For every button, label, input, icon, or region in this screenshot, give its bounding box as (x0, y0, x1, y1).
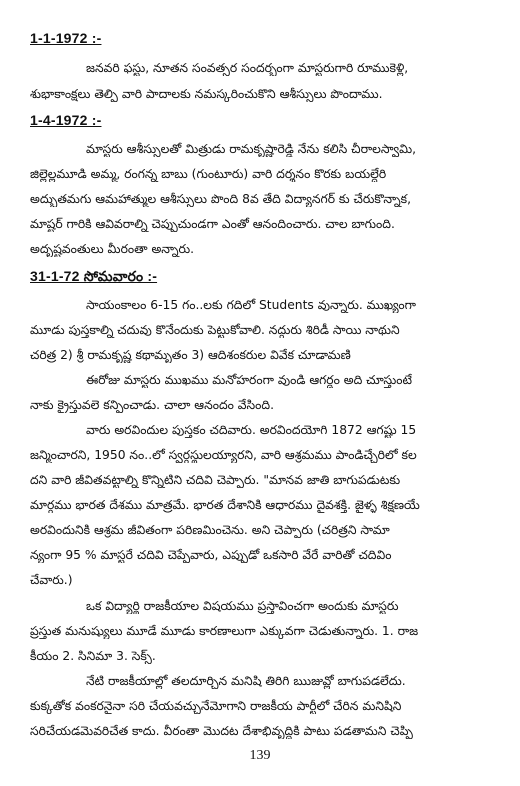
text-line: మార్గము భారత దేశము మాత్రమే. భారత దేశానికి ఆధారము దైవశక్తి. జైళ్ళ శిక్షణయే (30, 498, 420, 512)
text-line: న్యంగా 95 % మాస్టరే చదివి చెప్పేవారు, ఎప్పుడో ఒకసారి వేరే వారితో చదివిం (30, 548, 392, 562)
text-line: సాయంకాలం 6-15 గం..లకు గదిలో Students వున్నారు. ముఖ్యంగా (86, 298, 416, 312)
text-line: నాకు క్రైస్తువలె కన్పించాడు. చాలా ఆనందం వేసింది. (30, 398, 274, 412)
text-line: చరిత్ర 2) శ్రీ రామకృష్ణ కథామృతం 3) ఆదిశంకరుల వివేక చూడామణి (30, 348, 351, 362)
text-line: ఈరోజు మాస్టరు ముఖము మనోహరంగా వుండి ఆగర్డం అది చూస్తుంటే (86, 373, 412, 387)
text-line: శుభాకాంక్షలు తెల్పి వారి పాదాలకు నమస్కరించుకొని ఆశీస్సులు పొందాము. (30, 87, 383, 101)
text-line: చేవారు.) (30, 573, 73, 587)
section-heading-3: 31-1-72 సోమవారం :- (30, 268, 158, 284)
text-line: ఒక విద్యార్థి రాజకీయాల విషయము ప్రస్తావించగా అందుకు మాస్టరు (86, 599, 399, 613)
section-heading-1: 1-1-1972 :- (30, 30, 102, 46)
text-line: కుక్కతోక వంకరనైనా సరి చేయవచ్చునేమోగాని రాజకీయ పార్టీలో చేరిన మనిషిని (30, 699, 402, 713)
text-line: మాస్టరు ఆశీస్సులతో మిత్రుడు రామకృష్ణారెడ్డి నేను కలిసి చీరాలస్వామి, (86, 142, 417, 156)
text-line: ప్రస్తుత మనుష్యులు మూడే మూడు కారణాలుగా ఎక్కువగా చెడుతున్నారు. 1. రాజ (30, 624, 419, 638)
text-line: అరవిందునికి ఆశ్రమ జీవితంగా పరిణమించెను. అని చెప్పారు (చరిత్రని సామా (30, 523, 390, 537)
text-line: కీయం 2. సినిమా 3. సెక్స్. (30, 649, 156, 663)
text-line: దని వారి జీవితవట్టాల్ని కొన్నిటిని చదివి చెప్పారు. "మానవ జాతి బాగుపడుటకు (30, 473, 401, 487)
section-heading-2: 1-4-1972 :- (30, 112, 102, 128)
text-line: జన్మించారని, 1950 నం..లో స్వర్గస్థులయ్యారని, వారి ఆశ్రమము పాండిచ్చేరిలో కల (30, 448, 417, 462)
text-line: వారు అరవిందుల పుస్తకం చదివారు. అరవిందయోగి 1872 ఆగష్టు 15 (86, 423, 417, 437)
text-line: అదృష్టవంతులు మీరంతా అన్నారు. (30, 242, 195, 256)
text-line: జిల్లెల్లమూడి అమ్మ, రంగన్న బాబు (గుంటూరు) వారి దర్శనం కొరకు బయల్దేరి (30, 167, 387, 181)
page-number: 139 (249, 748, 271, 763)
text-line: నేటి రాజకీయాల్లో తలదూర్చిన మనిషి తిరిగి ఋజువ్లో బాగుపడలేదు. (86, 674, 406, 688)
text-line: మాష్టర్ గారికి ఆవివరాల్ని చెప్పుచుండగా ఎంతో ఆనందించారు. చాల బాగుంది. (30, 217, 395, 231)
text-line: జనవరి ఫస్టు, నూతన సంవత్సర సందర్భంగా మాస్టరుగారి రూముకెళ్లి, (86, 61, 409, 75)
text-line: అద్భుతమగు ఆమహాత్ముల ఆశీస్సులు పొంది 8వ తేది విద్యానగర్ కు చేరుకొన్నాక, (30, 192, 412, 206)
text-line: మూడు పుస్తకాల్ని చదువు కొనేందుకు పెట్టుకోవాలి. నద్గురు శిరిడీ సాయి నాథుని (30, 323, 400, 337)
text-line: సరిచేయడమెవరిచేత కాదు. వీరంతా మొదట దేశాభివృద్ధికి పాటు పడతామని చెప్పి (30, 724, 413, 738)
